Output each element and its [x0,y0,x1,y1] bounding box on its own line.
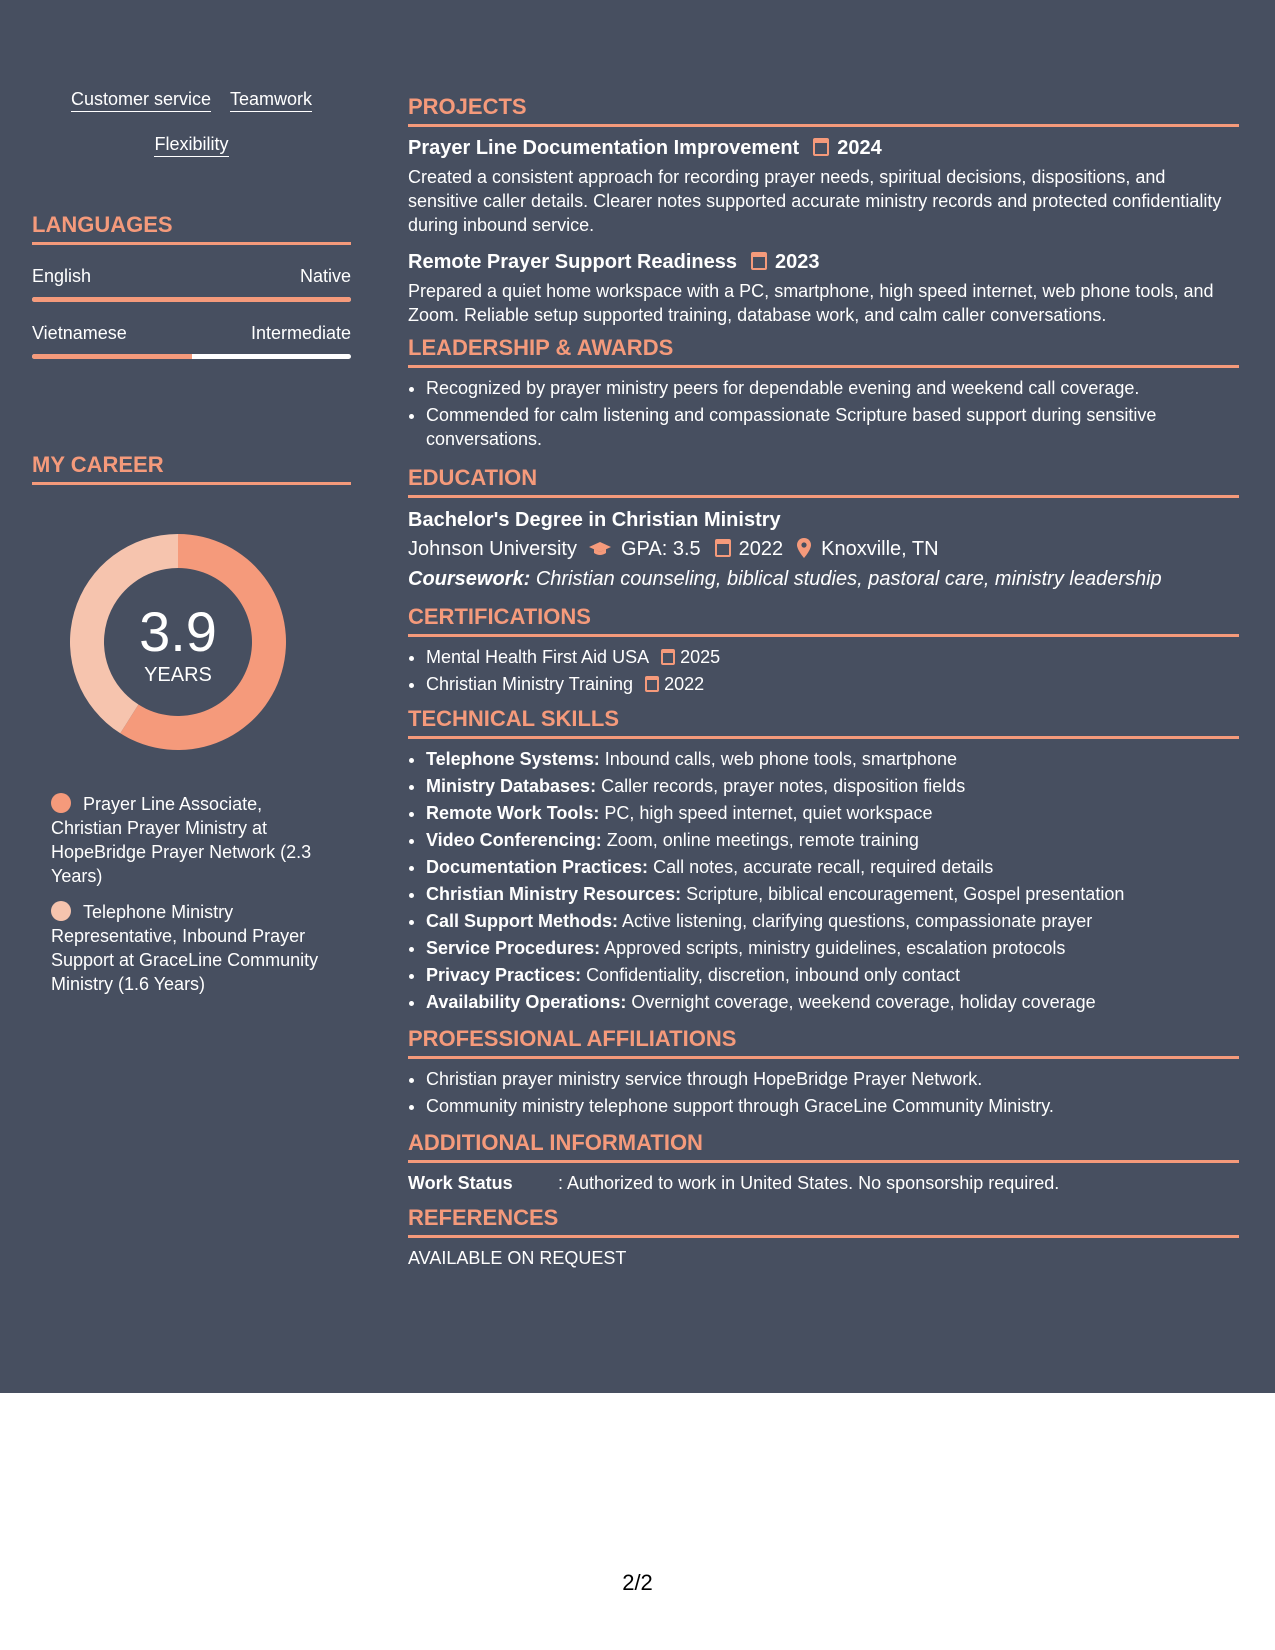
graduation-cap-icon [589,542,611,556]
calendar-icon [813,138,829,156]
language-item [32,265,351,302]
projects-section [408,94,1239,327]
skill-tags [32,88,351,178]
language-bar-fill [32,354,192,359]
list-item [426,774,1239,798]
list-item [426,855,1239,879]
career-total: 3.9 [139,600,217,663]
skill-value: Overnight coverage, weekend coverage, holiday coverage [631,992,1096,1012]
skill-value: Zoom, online meetings, remote training [606,830,919,850]
skill-tag: Teamwork [230,88,312,112]
education-year: 2022 [738,538,784,560]
education-school: Johnson University [408,538,577,560]
legend-dot [51,793,71,813]
coursework-label: Coursework: [408,568,531,590]
legend-dot [51,901,71,921]
education-title: EDUCATION [408,465,1239,498]
career-item-text: Prayer Line Associate, Christian Prayer Ministry at HopeBridge Prayer Network (2.3 Years) [51,794,312,886]
skill-value: Approved scripts, ministry guidelines, escalation protocols [604,938,1066,958]
location-pin-icon [797,538,811,558]
language-bar [32,297,351,302]
cert-name: Mental Health First Aid USA [426,647,650,667]
list-item: • Commended for calm listening and compassionate Scripture based support during sensitive conversations. [426,403,1239,451]
work-status-value: : Authorized to work in United States. No sponsorship required. [558,1173,1060,1193]
cert-year: 2022 [664,674,705,694]
work-status-label: Work Status [408,1173,513,1193]
right-column [408,94,1239,1280]
list-item [426,801,1239,825]
career-item [51,792,331,888]
skill-label: Remote Work Tools: [426,803,600,823]
project-year: 2024 [837,137,882,159]
skill-value: Call notes, accurate recall, required details [653,857,994,877]
skill-value: Caller records, prayer notes, disposition fields [601,776,966,796]
skill-label: Availability Operations: [426,992,627,1012]
education-section [408,465,1239,594]
language-bar-fill [32,297,351,302]
project-name: Remote Prayer Support Readiness [408,251,737,273]
list-item [426,936,1239,960]
project-item [408,249,1239,327]
skill-value: PC, high speed internet, quiet workspace [604,803,933,823]
language-name: English [32,266,92,286]
project-name: Prayer Line Documentation Improvement [408,137,800,159]
project-item [408,135,1239,237]
career-title: MY CAREER [32,452,351,485]
technical-skills-title: TECHNICAL SKILLS [408,706,1239,739]
references-text: AVAILABLE ON REQUEST [408,1248,627,1268]
list-item: • Community ministry telephone support through GraceLine Community Ministry. [426,1094,1239,1118]
leadership-list [408,376,1239,451]
skill-value: Scripture, biblical encouragement, Gospel presentation [686,884,1125,904]
technical-skills-section [408,706,1239,1014]
career-unit: YEARS [144,664,212,686]
cert-name: Christian Ministry Training [426,674,634,694]
career-section [32,452,351,994]
certifications-list [408,645,1239,696]
project-description: Prepared a quiet home workspace with a PC, smartphone, high speed internet, web phone tools, and Zoom. Reliable setup supported training, database work, and calm caller conversations. [408,281,1214,325]
languages-title: LANGUAGES [32,212,351,245]
skill-label: Privacy Practices: [426,965,582,985]
language-level: Intermediate [250,323,351,343]
leadership-title: LEADERSHIP & AWARDS [408,335,1239,368]
language-name: Vietnamese [32,323,127,343]
languages-section [32,212,351,359]
leadership-section [408,335,1239,451]
coursework-text: Christian counseling, biblical studies, pastoral care, ministry leadership [535,568,1162,590]
education-location: Knoxville, TN [821,538,939,560]
references-title: REFERENCES [408,1205,1239,1238]
skill-label: Christian Ministry Resources: [426,884,682,904]
calendar-icon [645,676,659,692]
affiliations-title: PROFESSIONAL AFFILIATIONS [408,1026,1239,1059]
list-item: • Recognized by prayer ministry peers for dependable evening and weekend call coverage. [426,376,1239,400]
language-level: Native [299,266,351,286]
additional-info-section [408,1130,1239,1195]
page-number: 2/2 [622,1570,653,1595]
affiliations-section [408,1026,1239,1118]
certifications-section [408,604,1239,696]
list-item: • Christian prayer ministry service through HopeBridge Prayer Network. [426,1067,1239,1091]
calendar-icon [661,649,675,665]
list-item [426,828,1239,852]
skill-tag: Customer service [71,88,211,112]
projects-title: PROJECTS [408,94,1239,127]
technical-skills-list [408,747,1239,1014]
skill-value: Active listening, clarifying questions, compassionate prayer [622,911,1093,931]
list-item [426,747,1239,771]
skill-value: Inbound calls, web phone tools, smartphone [604,749,957,769]
cert-year: 2025 [680,647,721,667]
skill-label: Telephone Systems: [426,749,600,769]
skill-label: Video Conferencing: [426,830,602,850]
education-degree: Bachelor's Degree in Christian Ministry [408,509,781,531]
project-description: Created a consistent approach for recording prayer needs, spiritual decisions, dispositions, and sensitive caller details. Clearer notes supported accurate ministry records and protected confidentiality during inbound service. [408,167,1222,235]
list-item [426,963,1239,987]
career-item [51,900,331,996]
additional-info-title: ADDITIONAL INFORMATION [408,1130,1239,1163]
skill-label: Ministry Databases: [426,776,597,796]
project-year: 2023 [775,251,820,273]
skill-label: Documentation Practices: [426,857,649,877]
skill-tag: Flexibility [154,133,228,157]
references-section [408,1205,1239,1270]
list-item [426,645,1239,669]
certifications-title: CERTIFICATIONS [408,604,1239,637]
list-item [426,672,1239,696]
list-item [426,882,1239,906]
calendar-icon [715,539,731,557]
list-item [426,990,1239,1014]
affiliations-list [408,1067,1239,1118]
career-legend [51,792,331,1008]
career-donut-chart [66,530,290,754]
list-item [426,909,1239,933]
skill-label: Service Procedures: [426,938,601,958]
language-item [32,322,351,359]
skill-label: Call Support Methods: [426,911,618,931]
skill-value: Confidentiality, discretion, inbound only contact [586,965,961,985]
left-column [32,0,351,1393]
calendar-icon [751,252,767,270]
language-bar [32,354,351,359]
career-item-text: Telephone Ministry Representative, Inbound Prayer Support at GraceLine Community Ministry (1.6 Years) [51,902,319,994]
education-gpa: GPA: 3.5 [620,538,701,560]
